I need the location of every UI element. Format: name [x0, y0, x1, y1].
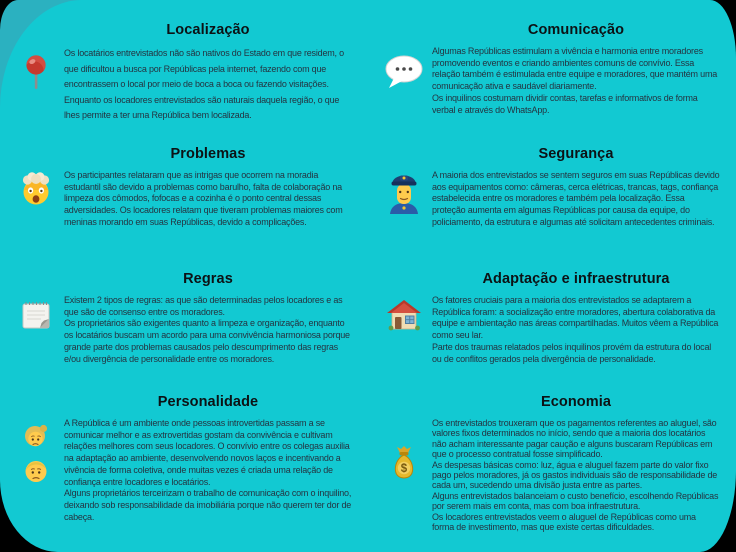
paragraph: Algumas Repúblicas estimulam a vivência e harmonia entre moradores promovendo eventos e criando ambientes comuns de convívio. Essa relação também é estimulada entre equipe e moradores, que mantém uma comunicação ativa e saudável diariamente.	[432, 46, 718, 92]
section-title: Segurança	[538, 146, 614, 162]
paragraph: Os locatários entrevistados não são nativos do Estado em que residem, o que dificultou a busca por Repúblicas pela internet, fazendo com que encontrassem o local por meio de boca a boca ou fazendo visitações. Enquanto os locadores entrevistados são naturais daquela região, o que lhes permite a ter uma República bem localizada.	[64, 48, 344, 121]
paragraph: Os fatores cruciais para a maioria dos entrevistados se adaptarem a República foram: a socialização entre moradores, abertura colaborativa da equipe e ambientação nas áreas compartilhadas. Muitos vêem a República como seu lar.	[432, 295, 719, 341]
section-body	[432, 170, 720, 229]
section-title: Adaptação e infraestrutura	[482, 271, 670, 287]
paragraph: As despesas básicas como: luz, água e aluguel fazem parte do valor fixo pago pelos moradores, já os gastos individuais são de responsabilidade de cada um, sucedendo uma divisão justa entre as partes.	[432, 459, 718, 491]
svg-text:$: $	[400, 463, 408, 476]
section-body	[64, 418, 352, 523]
house-icon	[382, 299, 426, 331]
exploding-head-icon	[14, 170, 58, 206]
paragraph: Os inquilinos costumam dividir contas, tarefas e informativos de forma verbal e através do WhatsApp.	[432, 92, 698, 115]
paragraph: Alguns proprietários terceirizam o trabalho de comunicação com o inquilino, deixando sob responsabilidade da imobiliária porque não querem ter dor de cabeça.	[64, 488, 352, 522]
paragraph: Alguns entrevistados balanceiam o custo benefício, escolhendo Repúblicas por serem mais em conta, mas com boa infraestrutura.	[432, 490, 719, 512]
paragraph: Existem 2 tipos de regras: as que são determinadas pelos locadores e as que são de consenso entre os moradores.	[64, 295, 343, 317]
section-title: Comunicação	[527, 22, 625, 38]
section-regras	[0, 261, 368, 384]
section-body	[432, 295, 720, 365]
section-body	[432, 46, 720, 116]
police-officer-icon	[382, 170, 426, 216]
section-title: Problemas	[170, 146, 246, 162]
section-personalidade	[0, 384, 368, 552]
section-seguranca	[368, 136, 736, 261]
section-body	[432, 418, 720, 532]
paragraph: A República é um ambiente onde pessoas introvertidas passam a se comunicar melhor e as extrovertidas gostam da convivência e cultivam relações melhores com seus locadores. O convívio entre os colegas auxilia na adaptação ao ambiente, desenvolvendo novos laços e incentivando a vivência de forma coletiva, onde muitas vezes é criada uma relação de confiança entre locadores e locatários.	[64, 418, 350, 487]
paragraph: Os participantes relataram que as intrigas que ocorrem na moradia estudantil são devido a problemas como barulho, falta de colaboração na limpeza dos cômodos, fofocas e a cozinha é o ponto central dessas adversidades. Os locadores relatam que tiveram problemas maiores com meninas morando em suas Repúblicas, devido a complicações.	[64, 170, 343, 227]
section-problemas	[0, 136, 368, 261]
personality-icons	[14, 424, 58, 486]
section-economia	[368, 384, 736, 552]
section-adaptacao	[368, 261, 736, 384]
section-localizacao	[0, 12, 368, 136]
paragraph: A maioria dos entrevistados se sentem seguros em suas Repúblicas devido aos equipamentos como: câmeras, cerca elétricas, trancas, tags, confiança estabelecida entre os moradores e também pela localização. Essa proteção aumenta em algumas Repúblicas por causa da equipe, do policiamento, da estrutura e algumas até solicitam antecedentes criminais.	[432, 170, 720, 227]
section-body	[64, 46, 352, 124]
section-body	[64, 295, 352, 365]
spiral-notepad-icon	[14, 299, 58, 331]
paragraph: Os proprietários são exigentes quanto a limpeza e organização, enquanto os locatários buscam um acordo para uma convivência harmoniosa porque grande parte dos problemas causados pelo descumprimento das regras e/ou divergência de personalidade entre os moradores.	[64, 318, 350, 364]
section-comunicacao	[368, 12, 736, 136]
paragraph: Parte dos traumas relatados pelos inquilinos provém da estrutura do local ou de conflitos gerados pela divergência de personalidade.	[432, 341, 712, 364]
section-title: Personalidade	[157, 394, 259, 410]
section-title: Economia	[540, 394, 612, 410]
paragraph: Os locadores entrevistados veem o aluguel de Repúblicas como uma forma de investimento, mas que existe certas dificuldades.	[432, 511, 696, 533]
paragraph: Os entrevistados trouxeram que os pagamentos referentes ao aluguel, são valores fixos determinados no início, sendo que a maioria dos locatários não acham interessante pagar caução e alguns buscaram Repúblicas em que o processo contratual fosse simplificado.	[432, 418, 717, 460]
speech-balloon-icon	[382, 54, 426, 90]
frowning-woman-icon	[22, 424, 50, 454]
frowning-man-icon	[22, 458, 50, 486]
section-title: Regras	[183, 271, 233, 287]
section-title: Localização	[166, 22, 250, 38]
section-body	[64, 170, 352, 229]
round-pushpin-icon	[14, 54, 58, 94]
money-bag-icon	[382, 444, 426, 480]
